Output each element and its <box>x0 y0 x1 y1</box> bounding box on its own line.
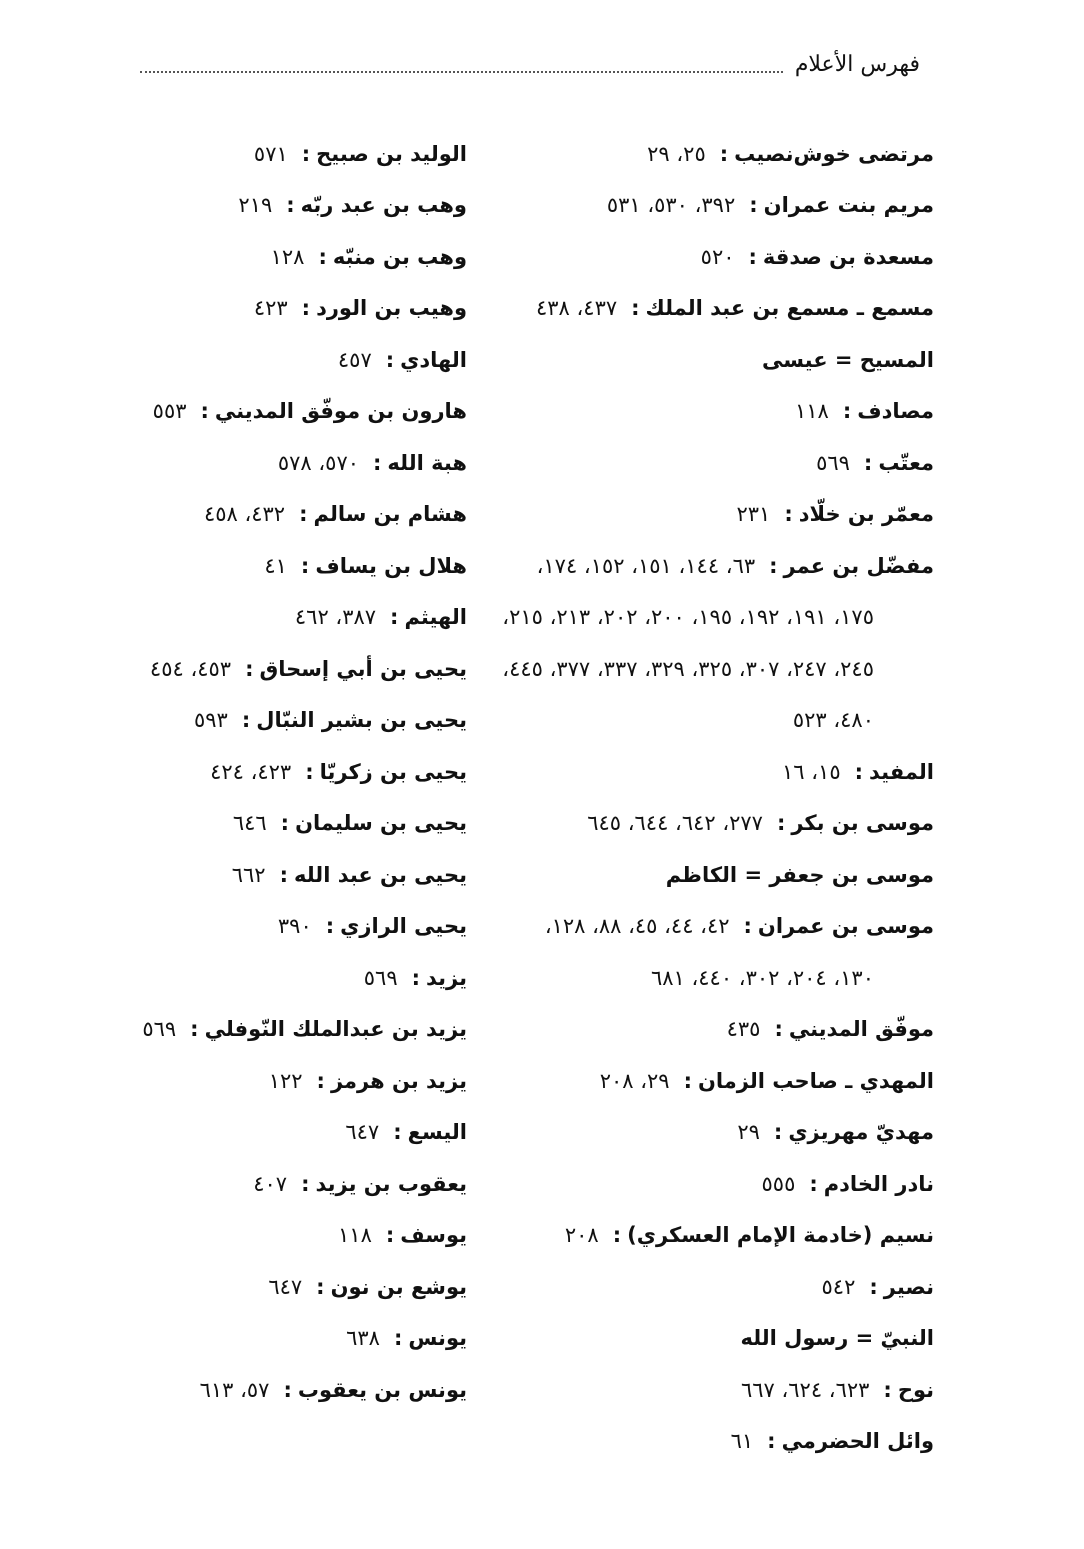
entry-name: نسيم (خادمة الإمام العسكري) <box>627 1223 934 1248</box>
entry-name: يزيد بن هرمز <box>330 1068 467 1093</box>
entry-pages: ٤٨٠، ٥٢٣ <box>792 708 874 733</box>
entry-pages: ٦٤٧ <box>268 1274 303 1299</box>
entry-name: وهب بن منبّه <box>332 244 467 269</box>
entry-name: الهيثم <box>404 605 467 630</box>
entry-name: يزيد <box>426 965 467 990</box>
entry-name: يزيد بن عبدالملك النّوفلي <box>204 1017 467 1042</box>
index-entry <box>137 901 467 953</box>
index-entry <box>137 180 467 232</box>
entry-name: يونس بن يعقوب <box>297 1377 467 1402</box>
entry-name: يوشع بن نون <box>330 1274 467 1299</box>
index-entry <box>137 1158 467 1210</box>
index-entry <box>494 1107 934 1159</box>
entry-separator: : <box>743 914 752 939</box>
entry-separator: : <box>883 1377 892 1402</box>
entry-separator: : <box>809 1171 818 1196</box>
index-entry <box>137 1107 467 1159</box>
entry-pages: ١١٨ <box>794 399 829 424</box>
entry-name: الوليد بن صبيح <box>316 141 467 166</box>
entry-pages: ٢١٩ <box>238 193 273 218</box>
entry-name: موفّق المديني <box>788 1017 934 1042</box>
entry-separator: : <box>373 450 382 475</box>
entry-pages: ٢٩، ٢٠٨ <box>599 1068 670 1093</box>
entry-pages: ٤٣٥ <box>726 1017 761 1042</box>
index-entry <box>494 1261 934 1313</box>
entry-name: مسعدة بن صدقة <box>762 244 934 269</box>
entry-name: المسيح = عيسى <box>762 347 934 372</box>
entry-pages: ١٢٨ <box>270 244 305 269</box>
index-entry <box>137 283 467 335</box>
entry-separator: : <box>200 399 209 424</box>
entry-separator: : <box>299 502 308 527</box>
entry-name: المهدي ـ صاحب الزمان <box>697 1068 934 1093</box>
entry-separator: : <box>411 965 421 990</box>
entry-separator: : <box>869 1274 878 1299</box>
entry-pages: ٣٩٠ <box>277 914 312 939</box>
index-entry <box>494 643 934 695</box>
entry-name: موسى بن بكر <box>791 811 934 836</box>
index-entry <box>494 746 934 798</box>
entry-pages: ٦٤٧ <box>345 1120 380 1145</box>
entry-separator: : <box>769 553 778 578</box>
entry-pages: ٥٧١ <box>253 141 288 166</box>
entry-pages: ٤٢٣ <box>253 296 288 321</box>
entry-separator: : <box>393 1120 402 1145</box>
entry-separator: : <box>390 605 399 630</box>
entry-separator: : <box>683 1068 692 1093</box>
entry-name: وائل الحضرمي <box>781 1429 934 1454</box>
index-entry <box>494 798 934 850</box>
index-column-right <box>494 128 934 1467</box>
entry-separator: : <box>773 1120 783 1145</box>
entry-name: مصادف <box>857 399 934 424</box>
index-entry <box>137 334 467 386</box>
entry-name: هارون بن موفّق المديني <box>214 399 467 424</box>
page-title: فهرس الأعلام <box>794 51 920 77</box>
entry-name: مفضّل بن عمر <box>783 553 934 578</box>
entry-separator: : <box>316 1274 325 1299</box>
entry-pages: ٦٣، ١٤٤، ١٥١، ١٥٢، ١٧٤، <box>536 553 756 578</box>
index-entry <box>137 128 467 180</box>
index-entry <box>137 489 467 541</box>
entry-separator: : <box>719 141 729 166</box>
index-entry <box>494 489 934 541</box>
index-entry <box>137 540 467 592</box>
entry-pages: ١١٨ <box>338 1223 372 1248</box>
entry-pages: ٥٧، ٦١٣ <box>199 1377 270 1402</box>
entry-pages: ٢٣١ <box>736 502 771 527</box>
entry-pages: ٦٤٦ <box>232 811 267 836</box>
index-entry <box>137 1364 467 1416</box>
entry-separator: : <box>784 502 793 527</box>
entry-separator: : <box>286 193 295 218</box>
entry-separator: : <box>305 759 314 784</box>
entry-separator: : <box>854 759 864 784</box>
index-entry <box>137 695 467 747</box>
entry-pages: ٤٢، ٤٤، ٤٥، ٨٨، ١٢٨، <box>544 914 730 939</box>
entry-pages: ٥٤٢ <box>821 1274 856 1299</box>
entry-pages: ١٢٢ <box>268 1068 303 1093</box>
index-entry <box>137 1313 467 1365</box>
entry-name: يحيى بن بشير النبّال <box>256 708 467 733</box>
entry-pages: ٤٣٢، ٤٥٨ <box>203 502 286 527</box>
entry-name: هبة الله <box>387 450 467 475</box>
entry-name: يحيى بن زكريّا <box>319 759 467 784</box>
entry-name: مريم بنت عمران <box>763 193 934 218</box>
entry-pages: ٢٩ <box>737 1120 760 1145</box>
entry-pages: ٢٥، ٢٩ <box>647 141 706 166</box>
entry-pages: ٦٣٨ <box>346 1326 380 1351</box>
index-entry <box>494 901 934 953</box>
entry-separator: : <box>393 1326 403 1351</box>
entry-separator: : <box>385 347 395 372</box>
entry-pages: ٥٢٠ <box>700 244 735 269</box>
entry-name: مرتضى خوش‌نصيب <box>734 141 934 166</box>
index-entry <box>494 386 934 438</box>
index-entry <box>494 540 934 592</box>
entry-separator: : <box>301 1171 310 1196</box>
entry-name: يحيى بن أبي إسحاق <box>259 656 467 681</box>
entry-pages: ٢٤٥، ٢٤٧، ٣٠٧، ٣٢٥، ٣٢٩، ٣٣٧، ٣٧٧، ٤٤٥، <box>502 656 874 681</box>
entry-name: نادر الخادم <box>823 1171 934 1196</box>
entry-separator: : <box>748 244 757 269</box>
entry-separator: : <box>767 1429 776 1454</box>
entry-separator: : <box>245 656 254 681</box>
entry-name: يحيى بن سليمان <box>295 811 467 836</box>
entry-name: وهب بن عبد ربّه <box>300 193 467 218</box>
entry-pages: ٤٢٣، ٤٢٤ <box>210 759 292 784</box>
entry-separator: : <box>612 1223 622 1248</box>
entry-name: مسمع ـ مسمع بن عبد الملك <box>645 296 934 321</box>
index-entry <box>137 643 467 695</box>
entry-pages: ٥٥٣ <box>152 399 187 424</box>
entry-separator: : <box>631 296 640 321</box>
entry-name: يحيى بن عبد الله <box>294 862 467 887</box>
entry-name: هشام بن سالم <box>313 502 467 527</box>
index-entry <box>494 849 934 901</box>
index-entry <box>137 746 467 798</box>
entry-separator: : <box>190 1017 199 1042</box>
entry-pages: ٤٣٧، ٤٣٨ <box>536 296 618 321</box>
index-entry <box>137 437 467 489</box>
index-entry <box>494 1313 934 1365</box>
index-column-left <box>137 128 467 1416</box>
index-entry <box>494 128 934 180</box>
entry-name: نصير <box>883 1274 934 1299</box>
entry-name: معتّب <box>878 450 934 475</box>
entry-pages: ٦١ <box>730 1429 754 1454</box>
entry-separator: : <box>749 193 758 218</box>
entry-pages: ١٣٠، ٢٠٤، ٣٠٢، ٤٤٠، ٦٨١ <box>650 965 874 990</box>
entry-pages: ٤٥٣، ٤٥٤ <box>149 656 232 681</box>
entry-separator: : <box>842 399 852 424</box>
index-entry <box>137 849 467 901</box>
entry-pages: ٤٠٧ <box>253 1171 288 1196</box>
entry-pages: ٥٧٠، ٥٧٨ <box>277 450 360 475</box>
entry-separator: : <box>325 914 335 939</box>
index-entry <box>494 1364 934 1416</box>
entry-separator: : <box>280 811 290 836</box>
entry-name: يوسف <box>400 1223 467 1248</box>
index-entry <box>137 1055 467 1107</box>
entry-separator: : <box>776 811 786 836</box>
index-entry <box>137 231 467 283</box>
index-entry <box>494 695 934 747</box>
entry-pages: ٥٦٩ <box>816 450 850 475</box>
index-entry <box>494 1004 934 1056</box>
index-entry <box>494 231 934 283</box>
entry-name: يحيى الرازي <box>340 914 467 939</box>
entry-pages: ١٥، ١٦ <box>782 759 841 784</box>
index-entry <box>494 1210 934 1262</box>
index-entry <box>137 1210 467 1262</box>
index-entry <box>494 334 934 386</box>
entry-separator: : <box>241 708 251 733</box>
entry-pages: ٦٦٢ <box>231 862 266 887</box>
entry-name: وهيب بن الورد <box>316 296 467 321</box>
entry-separator: : <box>279 862 288 887</box>
entry-pages: ٢٧٧، ٦٤٢، ٦٤٤، ٦٤٥ <box>587 811 763 836</box>
index-entry <box>494 180 934 232</box>
header-dotted-rule <box>140 55 783 73</box>
index-entry <box>137 592 467 644</box>
entry-name: معمّر بن خلّاد <box>798 502 934 527</box>
index-entry <box>494 437 934 489</box>
entry-separator: : <box>300 553 310 578</box>
entry-separator: : <box>385 1223 395 1248</box>
index-entry <box>137 798 467 850</box>
entry-separator: : <box>774 1017 783 1042</box>
index-entry <box>494 1158 934 1210</box>
index-entry <box>137 386 467 438</box>
entry-name: يونس <box>408 1326 467 1351</box>
entry-pages: ١٧٥، ١٩١، ١٩٢، ١٩٥، ٢٠٠، ٢٠٢، ٢١٣، ٢١٥، <box>502 605 874 630</box>
entry-separator: : <box>318 244 327 269</box>
entry-name: نوح <box>897 1377 934 1402</box>
entry-pages: ٣٨٧، ٤٦٢ <box>294 605 377 630</box>
entry-separator: : <box>863 450 873 475</box>
entry-pages: ٤١ <box>264 553 287 578</box>
entry-name: موسى بن جعفر = الكاظم <box>665 862 934 887</box>
index-entry <box>494 952 934 1004</box>
entry-pages: ٥٦٩ <box>363 965 398 990</box>
entry-pages: ٢٠٨ <box>564 1223 599 1248</box>
entry-separator: : <box>301 141 311 166</box>
entry-pages: ٥٦٩ <box>142 1017 177 1042</box>
entry-name: يعقوب بن يزيد <box>315 1171 467 1196</box>
entry-pages: ٥٩٣ <box>193 708 228 733</box>
entry-name: الهادي <box>400 347 467 372</box>
index-entry <box>494 1055 934 1107</box>
entry-separator: : <box>316 1068 325 1093</box>
entry-pages: ٦٢٣، ٦٢٤، ٦٦٧ <box>740 1377 870 1402</box>
index-entry <box>137 1004 467 1056</box>
index-entry <box>137 952 467 1004</box>
entry-pages: ٣٩٢، ٥٣٠، ٥٣١ <box>606 193 736 218</box>
index-entry <box>137 1261 467 1313</box>
index-entry <box>494 592 934 644</box>
entry-pages: ٥٥٥ <box>761 1171 796 1196</box>
index-entry <box>494 283 934 335</box>
entry-name: النبيّ = رسول الله <box>740 1326 934 1351</box>
entry-name: اليسع <box>407 1120 467 1145</box>
entry-pages: ٤٥٧ <box>337 347 372 372</box>
entry-name: هلال بن يساف <box>315 553 467 578</box>
page-header <box>140 44 920 84</box>
index-entry <box>494 1416 934 1468</box>
entry-name: المفيد <box>869 759 934 784</box>
entry-name: مهديّ مهريزي <box>788 1120 934 1145</box>
entry-separator: : <box>301 296 311 321</box>
entry-separator: : <box>283 1377 292 1402</box>
entry-name: موسى بن عمران <box>757 914 934 939</box>
